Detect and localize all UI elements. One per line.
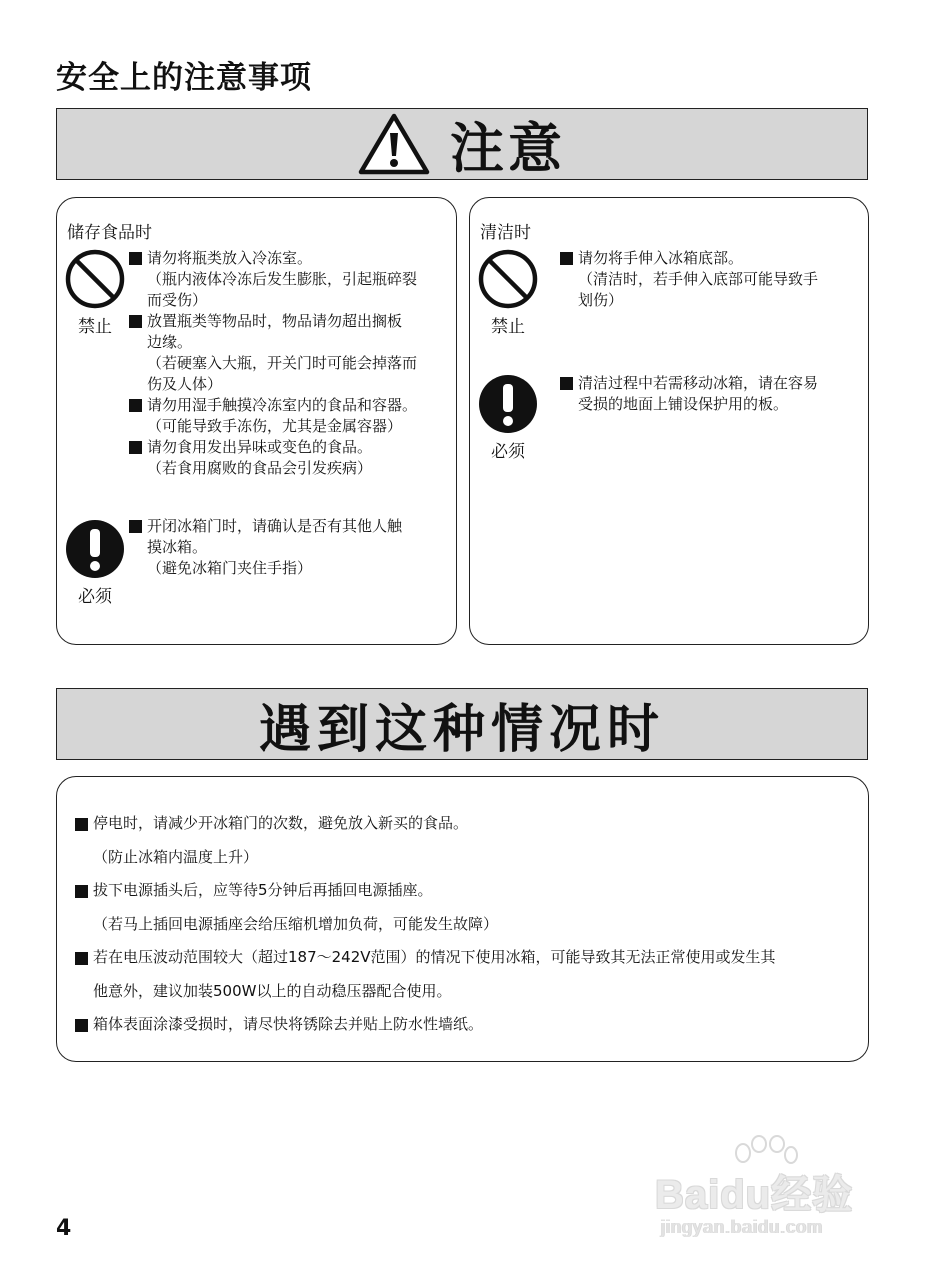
item-note: 划伤） [578,291,624,309]
cleaning-section [469,197,869,645]
item-note: 他意外，建议加装500W以上的自动稳压器配合使用。 [93,981,452,1000]
exclamation-icon [64,518,126,580]
list-item: 请勿用湿手触摸冷冻室内的食品和容器。 [129,395,449,416]
cleaning-section-title: 清洁时 [480,223,531,243]
cleaning-must-list [560,373,860,415]
item-note: 伤及人体） [147,375,223,393]
list-item: 放置瓶类等物品时，物品请勿超出搁板 [129,311,449,332]
must-symbol [63,518,127,607]
must-label: 必须 [491,442,525,462]
item-note: （可能导致手冻伤，尤其是金属容器） [147,417,403,435]
list-item: 箱体表面涂漆受损时，请尽快将锈除去并贴上防水性墙纸。 [75,1008,855,1042]
list-item: 停电时，请减少开冰箱门的次数，避免放入新买的食品。 [75,807,855,841]
page-number: 4 [56,1216,72,1241]
item-note: （瓶内液体冷冻后发生膨胀，引起瓶碎裂 [147,270,418,288]
baidu-watermark [655,1135,875,1250]
storage-section [56,197,457,645]
situation-section [56,776,869,1062]
exclamation-icon [477,373,539,435]
must-symbol [476,373,540,462]
watermark-url: jingyan.baidu.com [661,1217,824,1237]
list-item: 请勿食用发出异味或变色的食品。 [129,437,449,458]
item-note: 摸冰箱。 [147,538,208,556]
list-item: 请勿将手伸入冰箱底部。 [560,248,860,269]
list-item: 开闭冰箱门时，请确认是否有其他人触 [129,516,449,537]
storage-must-list [129,516,449,579]
list-item: 清洁过程中若需移动冰箱，请在容易 [560,373,860,394]
prohibit-symbol [476,248,540,337]
list-item: 若在电压波动范围较大（超过187～242V范围）的情况下使用冰箱，可能导致其无法正常使用或发生其 [75,941,855,975]
page-title: 安全上的注意事项 [56,60,312,96]
situation-list [75,807,855,1042]
list-item: 拔下电源插头后，应等待5分钟后再插回电源插座。 [75,874,855,908]
item-note: 受损的地面上铺设保护用的板。 [578,395,789,413]
item-note: （避免冰箱门夹住手指） [147,559,313,577]
storage-section-title: 储存食品时 [67,223,152,243]
prohibit-label: 禁止 [491,317,525,337]
watermark-brand: Baidu经验 [655,1173,854,1217]
cleaning-prohibit-list [560,248,860,311]
caution-title: 注意 [450,116,566,180]
prohibit-symbol [63,248,127,337]
item-note: （若马上插回电源插座会给压缩机增加负荷，可能发生故障） [93,914,499,933]
list-item: 请勿将瓶类放入冷冻室。 [129,248,449,269]
situation-banner [56,688,868,760]
must-label: 必须 [78,587,112,607]
prohibit-icon [477,248,539,310]
situation-title: 遇到这种情况时 [258,699,665,760]
prohibit-label: 禁止 [78,317,112,337]
item-note: （防止冰箱内温度上升） [93,847,259,866]
item-note: （若硬塞入大瓶，开关门时可能会掉落而 [147,354,418,372]
warning-triangle-icon [358,113,430,175]
caution-banner [56,108,868,180]
prohibit-icon [64,248,126,310]
storage-prohibit-list [129,248,449,479]
item-note: 而受伤） [147,291,208,309]
item-note: （清洁时，若手伸入底部可能导致手 [578,270,819,288]
item-note: （若食用腐败的食品会引发疾病） [147,459,373,477]
item-note: 边缘。 [147,333,193,351]
